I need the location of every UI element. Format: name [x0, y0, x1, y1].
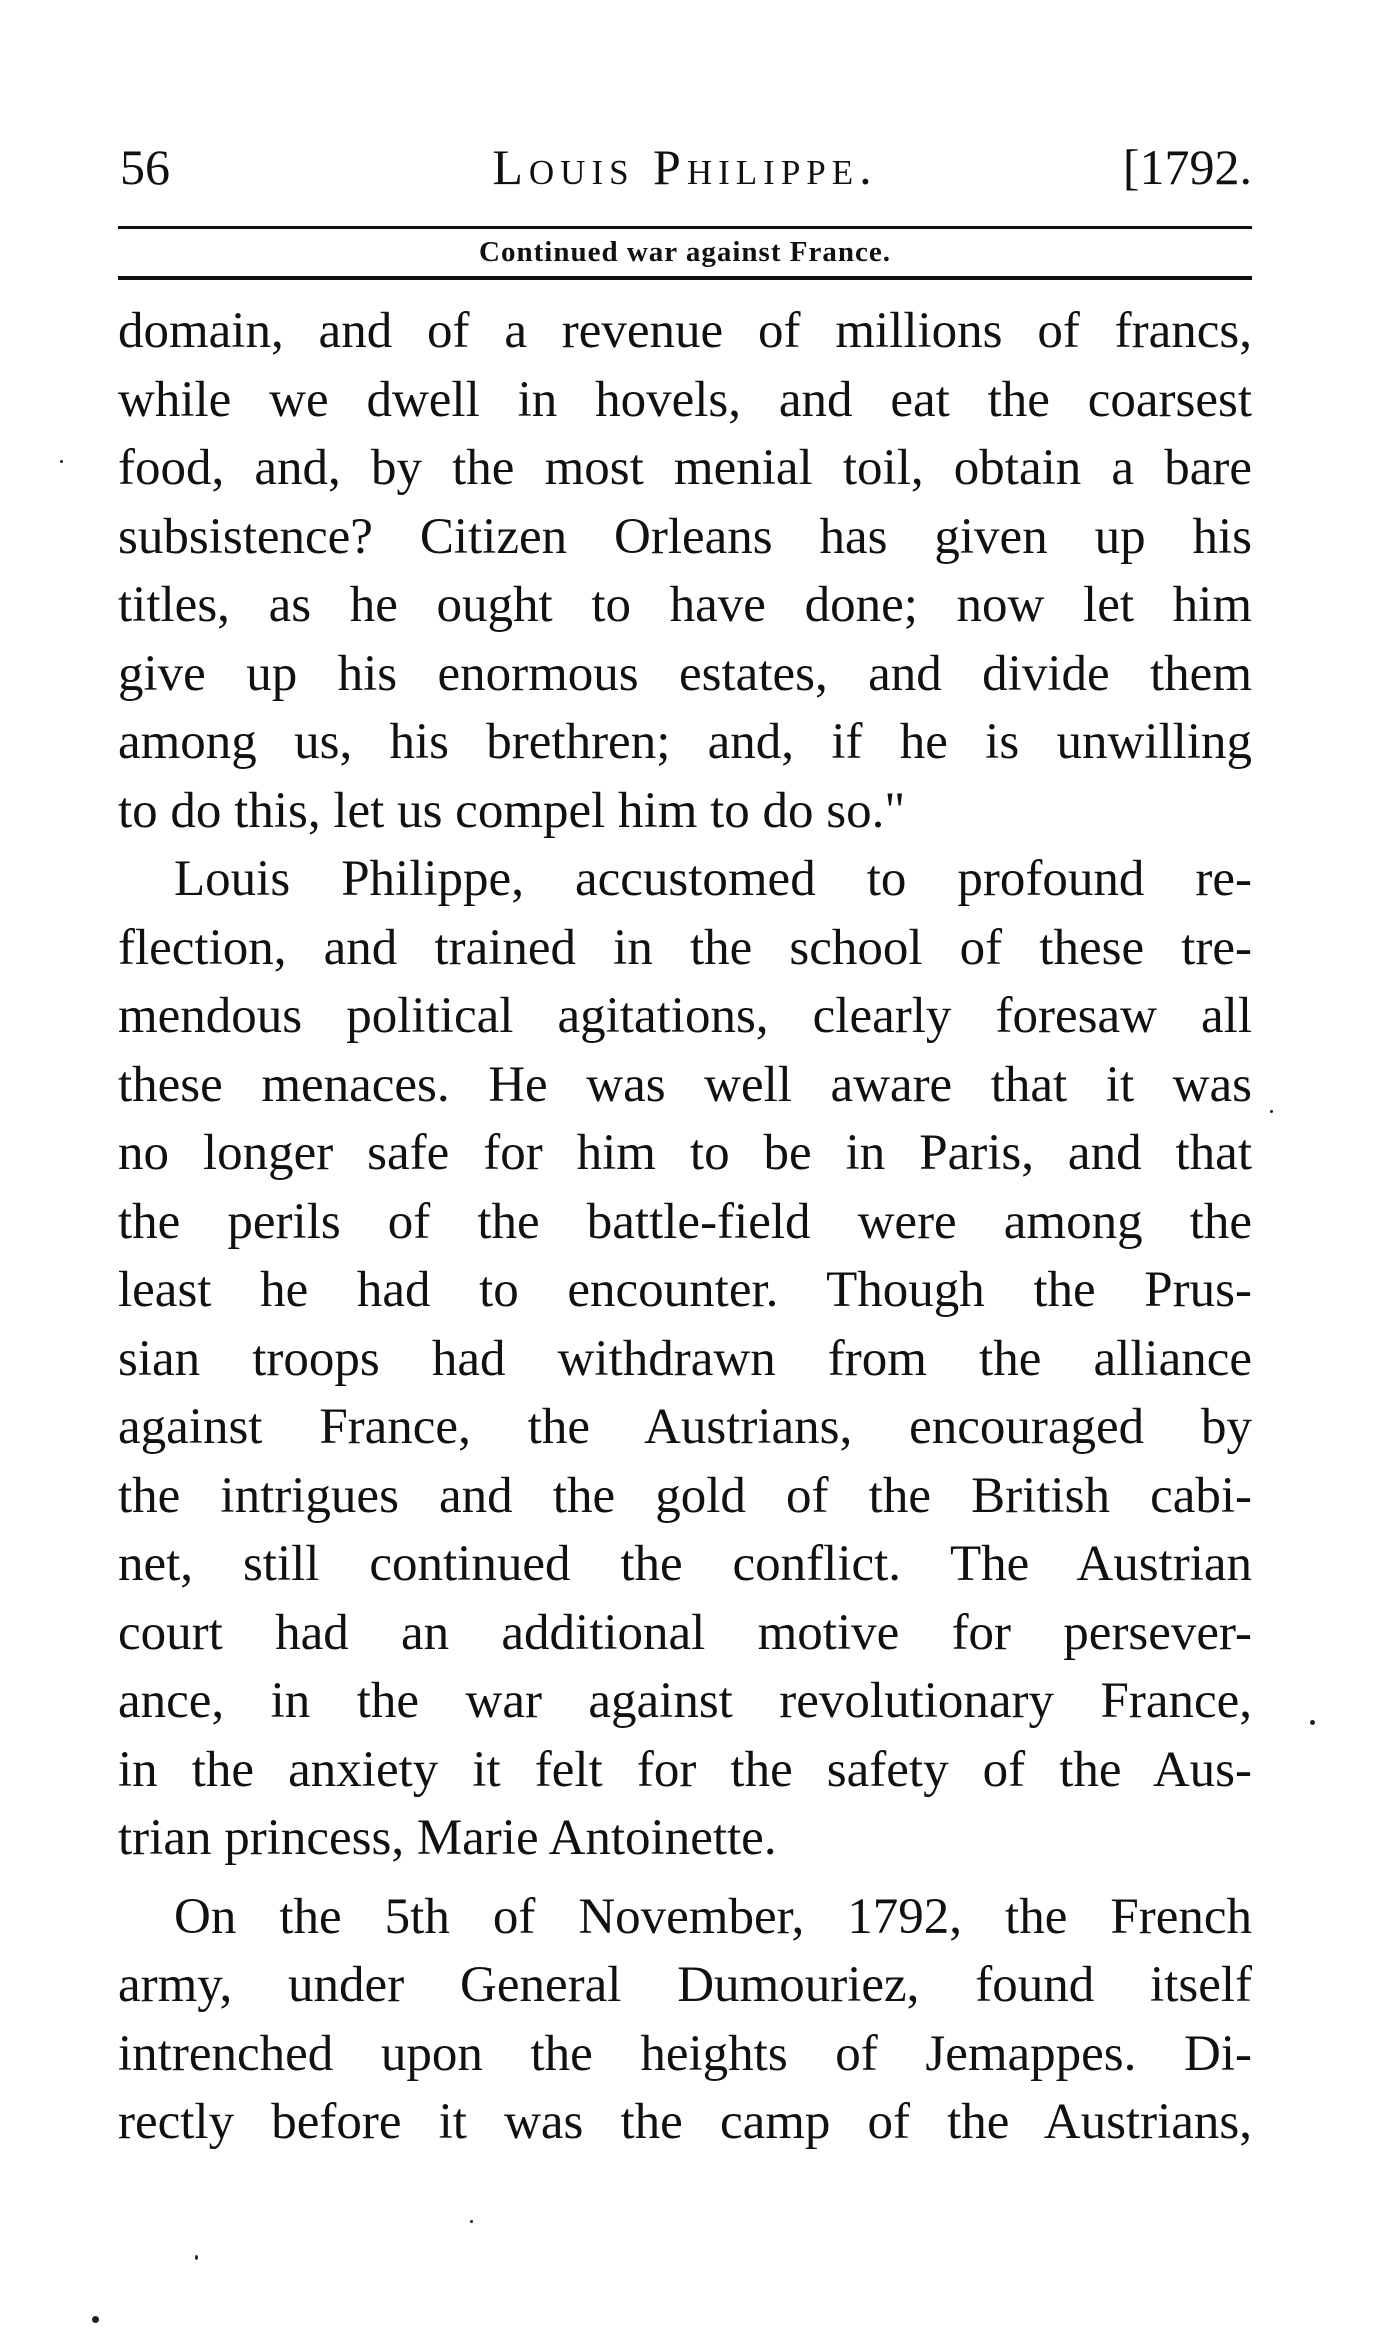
text-line: food, and, by the most menial toil, obtain a bare — [118, 440, 1252, 496]
text-line: while we dwell in hovels, and eat the coarsest — [118, 371, 1252, 428]
text-line: subsistence? Citizen Orleans has given up his — [118, 508, 1252, 565]
text-line: least he had to encounter. Though the Prus- — [118, 1262, 1252, 1318]
text-line: the perils of the battle-field were among the — [118, 1193, 1252, 1250]
text-line: rectly before it was the camp of the Austrians, — [118, 2094, 1252, 2150]
running-head — [118, 130, 1252, 204]
scan-speck — [1310, 1720, 1315, 1725]
text-line: no longer safe for him to be in Paris, and that — [118, 1125, 1252, 1181]
paragraph-2 — [118, 845, 1252, 1873]
text-line: sian troops had withdrawn from the alliance — [118, 1330, 1252, 1387]
text-line: net, still continued the conflict. The Austrian — [118, 1536, 1252, 1592]
text-line: titles, as he ought to have done; now let him — [118, 577, 1252, 633]
text-line: among us, his brethren; and, if he is unwilling — [118, 714, 1252, 770]
text-line: intrenched upon the heights of Jemappes. Di- — [118, 2025, 1252, 2082]
text-line: against France, the Austrians, encouraged by — [118, 1399, 1252, 1455]
text-line: to do this, let us compel him to do so." — [118, 782, 906, 839]
header-year: [1792. — [1122, 139, 1252, 195]
scan-speck — [470, 2220, 473, 2223]
text-line: army, under General Dumouriez, found itself — [118, 1957, 1252, 2013]
page-number: 56 — [120, 139, 170, 195]
running-title: Louis Philippe. — [492, 139, 878, 195]
text-line: On the 5th of November, 1792, the French — [174, 1888, 1252, 1945]
scan-speck — [1270, 1110, 1273, 1113]
text-line: these menaces. He was well aware that it was — [118, 1056, 1252, 1113]
paragraph-1 — [118, 297, 1252, 845]
text-line: the intrigues and the gold of the British cabi- — [118, 1467, 1252, 1524]
text-line: Louis Philippe, accustomed to profound re- — [174, 851, 1252, 907]
text-line: ance, in the war against revolutionary France, — [118, 1673, 1252, 1729]
text-line: domain, and of a revenue of millions of francs, — [118, 303, 1252, 359]
body-text — [118, 297, 1252, 2157]
text-line: give up his enormous estates, and divide them — [118, 645, 1252, 702]
paragraph-gap — [118, 1873, 1252, 1883]
paragraph-3 — [118, 1883, 1252, 2157]
text-line: in the anxiety it felt for the safety of the Aus- — [118, 1741, 1252, 1798]
text-line: trian princess, Marie Antoinette. — [118, 1810, 777, 1866]
scan-speck — [60, 460, 63, 463]
scan-speck — [195, 2255, 198, 2260]
chapter-subheading: Continued war against France. — [479, 236, 891, 268]
scan-speck — [92, 2316, 99, 2323]
text-line: court had an additional motive for persever- — [118, 1604, 1252, 1661]
text-line: mendous political agitations, clearly foresaw all — [118, 988, 1252, 1044]
book-page — [118, 130, 1252, 2157]
subheading-rule — [118, 276, 1252, 280]
text-line: flection, and trained in the school of these tre- — [118, 919, 1252, 976]
